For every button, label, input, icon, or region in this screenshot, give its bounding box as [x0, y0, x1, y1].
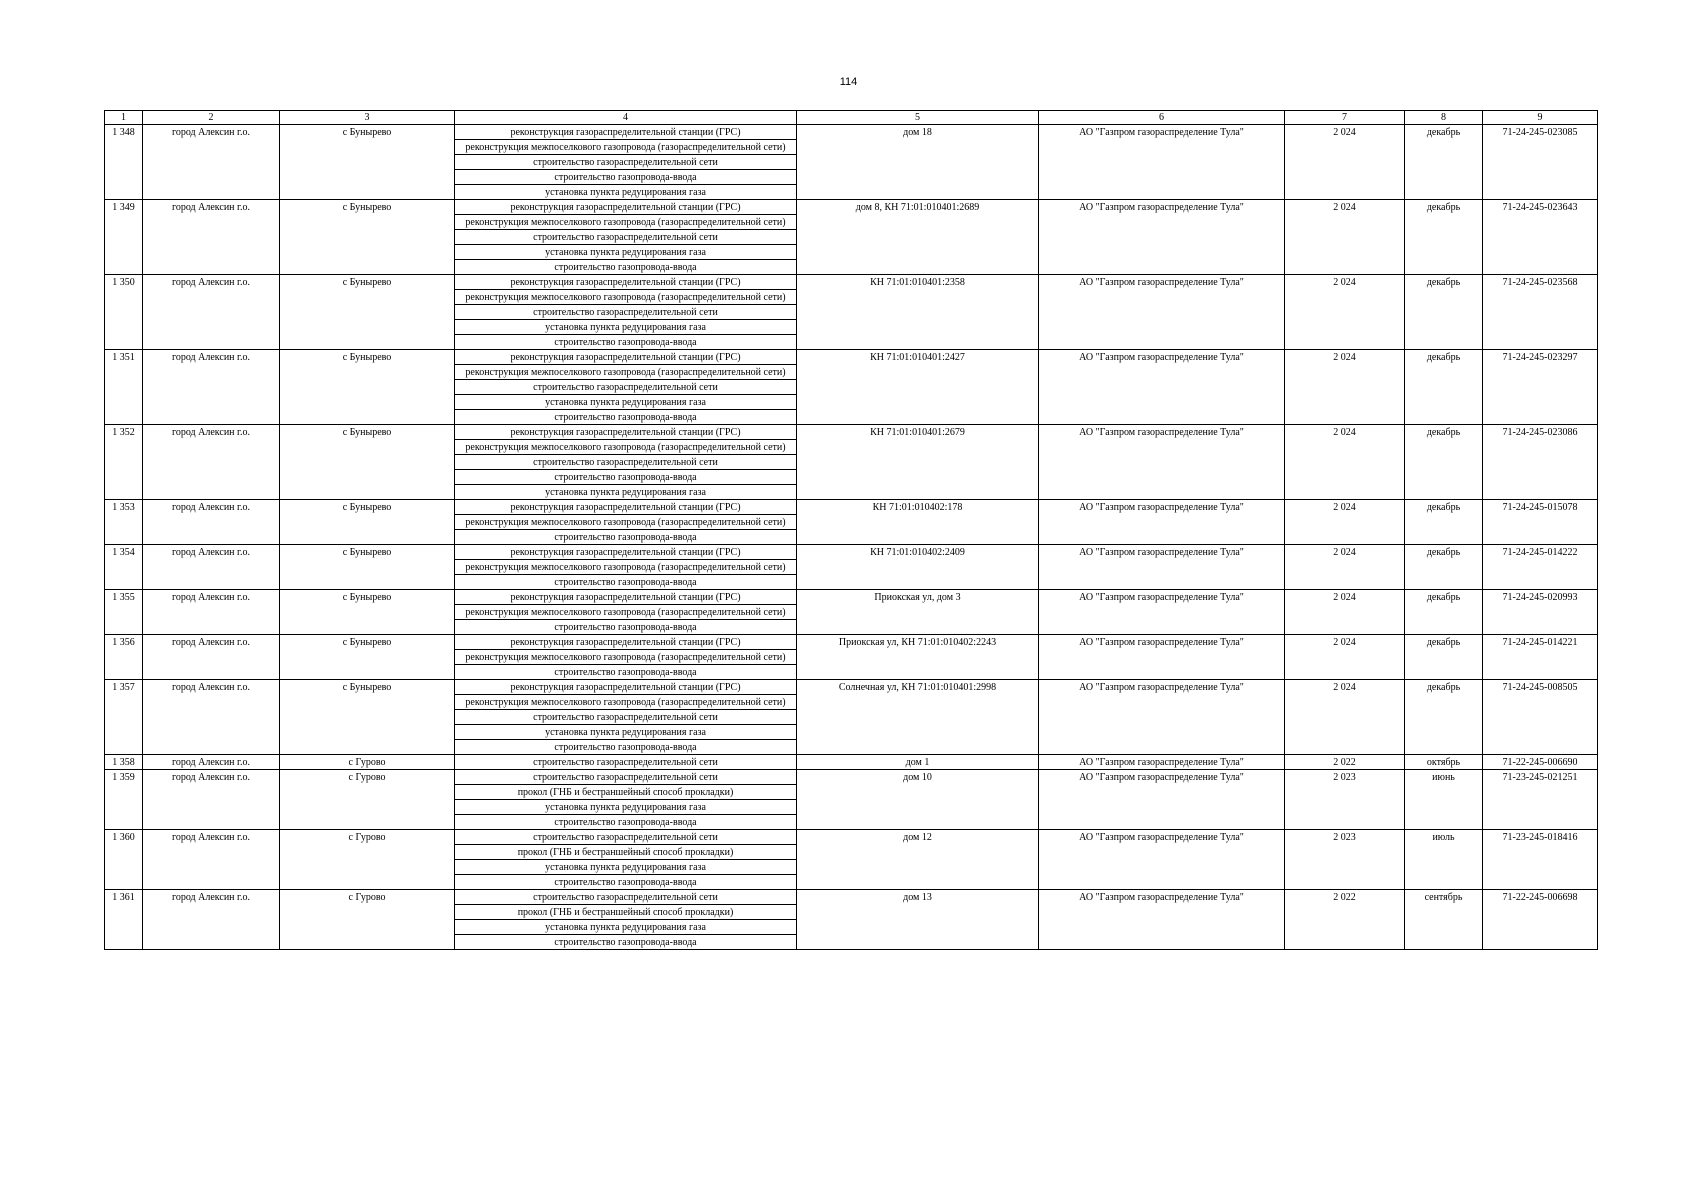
month-cell: сентябрь	[1405, 890, 1483, 950]
address-cell: Солнечная ул, КН 71:01:010401:2998	[797, 680, 1039, 755]
table-row	[105, 590, 1598, 635]
year-cell: 2 022	[1285, 890, 1405, 950]
work-item: реконструкция межпоселкового газопровода (газораспределительной сети)	[455, 440, 796, 455]
organization-cell: АО "Газпром газораспределение Тула"	[1039, 890, 1285, 950]
code-cell: 71-24-245-023643	[1483, 200, 1598, 275]
address-cell: дом 1	[797, 755, 1039, 770]
work-item: реконструкция газораспределительной станции (ГРС)	[455, 275, 796, 290]
organization-cell: АО "Газпром газораспределение Тула"	[1039, 545, 1285, 590]
works-cell	[455, 200, 797, 275]
work-item: установка пункта редуцирования газа	[455, 860, 796, 875]
month-cell: июнь	[1405, 770, 1483, 830]
work-item: строительство газопровода-ввода	[554, 877, 697, 888]
settlement-cell: с Гурово	[280, 830, 455, 890]
address-cell: дом 12	[797, 830, 1039, 890]
settlement-cell: с Бунырево	[280, 500, 455, 545]
column-header: 3	[280, 111, 455, 125]
works-cell	[455, 830, 797, 890]
work-item: реконструкция межпоселкового газопровода (газораспределительной сети)	[455, 605, 796, 620]
code-cell: 71-24-245-008505	[1483, 680, 1598, 755]
table-row	[105, 755, 1598, 770]
work-item: реконструкция межпоселкового газопровода (газораспределительной сети)	[455, 215, 796, 230]
address-cell: КН 71:01:010402:178	[797, 500, 1039, 545]
table-row	[105, 635, 1598, 680]
gasification-table	[104, 110, 1598, 950]
settlement-cell: с Бунырево	[280, 350, 455, 425]
row-number-cell: 1 356	[105, 635, 143, 680]
column-header: 5	[797, 111, 1039, 125]
year-cell: 2 024	[1285, 590, 1405, 635]
work-item: реконструкция газораспределительной станции (ГРС)	[455, 635, 796, 650]
settlement-cell: с Бунырево	[280, 200, 455, 275]
table-row	[105, 545, 1598, 590]
work-item: реконструкция газораспределительной станции (ГРС)	[455, 590, 796, 605]
work-item: реконструкция межпоселкового газопровода (газораспределительной сети)	[455, 290, 796, 305]
table-row	[105, 890, 1598, 950]
work-item: прокол (ГНБ и бестраншейный способ прокладки)	[455, 905, 796, 920]
district-cell: город Алексин г.о.	[143, 680, 280, 755]
organization-cell: АО "Газпром газораспределение Тула"	[1039, 350, 1285, 425]
code-cell: 71-24-245-014222	[1483, 545, 1598, 590]
column-header: 6	[1039, 111, 1285, 125]
work-item: строительство газопровода-ввода	[455, 470, 796, 485]
code-cell: 71-24-245-023085	[1483, 125, 1598, 200]
table-row	[105, 350, 1598, 425]
organization-cell: АО "Газпром газораспределение Тула"	[1039, 680, 1285, 755]
organization-cell: АО "Газпром газораспределение Тула"	[1039, 770, 1285, 830]
organization-cell: АО "Газпром газораспределение Тула"	[1039, 200, 1285, 275]
work-item: реконструкция газораспределительной станции (ГРС)	[455, 680, 796, 695]
row-number-cell: 1 354	[105, 545, 143, 590]
work-item: реконструкция межпоселкового газопровода (газораспределительной сети)	[455, 695, 796, 710]
month-cell: декабрь	[1405, 545, 1483, 590]
district-cell: город Алексин г.о.	[143, 635, 280, 680]
address-cell: Приокская ул, дом 3	[797, 590, 1039, 635]
month-cell: декабрь	[1405, 635, 1483, 680]
code-cell: 71-24-245-023568	[1483, 275, 1598, 350]
settlement-cell: с Бунырево	[280, 635, 455, 680]
code-cell: 71-22-245-006698	[1483, 890, 1598, 950]
year-cell: 2 024	[1285, 680, 1405, 755]
works-cell	[455, 755, 797, 770]
district-cell: город Алексин г.о.	[143, 275, 280, 350]
year-cell: 2 024	[1285, 200, 1405, 275]
work-item: строительство газораспределительной сети	[455, 230, 796, 245]
settlement-cell: с Гурово	[280, 755, 455, 770]
row-number-cell: 1 361	[105, 890, 143, 950]
works-cell	[455, 680, 797, 755]
work-item: прокол (ГНБ и бестраншейный способ прокладки)	[455, 785, 796, 800]
work-item: строительство газораспределительной сети	[455, 890, 796, 905]
settlement-cell: с Бунырево	[280, 545, 455, 590]
column-header: 2	[143, 111, 280, 125]
month-cell: декабрь	[1405, 125, 1483, 200]
work-item: реконструкция газораспределительной станции (ГРС)	[455, 200, 796, 215]
work-item: строительство газораспределительной сети	[455, 380, 796, 395]
district-cell: город Алексин г.о.	[143, 500, 280, 545]
column-header: 8	[1405, 111, 1483, 125]
work-item: строительство газопровода-ввода	[455, 170, 796, 185]
year-cell: 2 024	[1285, 635, 1405, 680]
work-item: строительство газопровода-ввода	[554, 337, 697, 348]
code-cell: 71-24-245-023086	[1483, 425, 1598, 500]
district-cell: город Алексин г.о.	[143, 770, 280, 830]
organization-cell: АО "Газпром газораспределение Тула"	[1039, 500, 1285, 545]
work-item: строительство газопровода-ввода	[554, 937, 697, 948]
works-cell	[455, 770, 797, 830]
organization-cell: АО "Газпром газораспределение Тула"	[1039, 635, 1285, 680]
organization-cell: АО "Газпром газораспределение Тула"	[1039, 275, 1285, 350]
district-cell: город Алексин г.о.	[143, 200, 280, 275]
address-cell: КН 71:01:010401:2427	[797, 350, 1039, 425]
address-cell: КН 71:01:010401:2358	[797, 275, 1039, 350]
month-cell: декабрь	[1405, 500, 1483, 545]
settlement-cell: с Бунырево	[280, 425, 455, 500]
district-cell: город Алексин г.о.	[143, 125, 280, 200]
work-item: строительство газораспределительной сети	[533, 757, 718, 768]
work-item: реконструкция газораспределительной станции (ГРС)	[455, 125, 796, 140]
works-cell	[455, 545, 797, 590]
work-item: реконструкция газораспределительной станции (ГРС)	[455, 350, 796, 365]
work-item: установка пункта редуцирования газа	[545, 487, 706, 498]
year-cell: 2 022	[1285, 755, 1405, 770]
work-item: строительство газопровода-ввода	[554, 262, 697, 273]
month-cell: декабрь	[1405, 350, 1483, 425]
row-number-cell: 1 348	[105, 125, 143, 200]
work-item: установка пункта редуцирования газа	[545, 187, 706, 198]
table-row	[105, 200, 1598, 275]
works-cell	[455, 125, 797, 200]
district-cell: город Алексин г.о.	[143, 425, 280, 500]
work-item: реконструкция газораспределительной станции (ГРС)	[455, 425, 796, 440]
district-cell: город Алексин г.о.	[143, 590, 280, 635]
code-cell: 71-23-245-021251	[1483, 770, 1598, 830]
organization-cell: АО "Газпром газораспределение Тула"	[1039, 425, 1285, 500]
row-number-cell: 1 353	[105, 500, 143, 545]
year-cell: 2 024	[1285, 350, 1405, 425]
organization-cell: АО "Газпром газораспределение Тула"	[1039, 590, 1285, 635]
month-cell: декабрь	[1405, 275, 1483, 350]
month-cell: декабрь	[1405, 425, 1483, 500]
address-cell: дом 18	[797, 125, 1039, 200]
month-cell: июль	[1405, 830, 1483, 890]
table-row	[105, 125, 1598, 200]
row-number-cell: 1 352	[105, 425, 143, 500]
district-cell: город Алексин г.о.	[143, 890, 280, 950]
row-number-cell: 1 360	[105, 830, 143, 890]
row-number-cell: 1 351	[105, 350, 143, 425]
district-cell: город Алексин г.о.	[143, 350, 280, 425]
work-item: реконструкция межпоселкового газопровода (газораспределительной сети)	[455, 650, 796, 665]
works-cell	[455, 500, 797, 545]
work-item: установка пункта редуцирования газа	[455, 320, 796, 335]
work-item: реконструкция межпоселкового газопровода (газораспределительной сети)	[455, 365, 796, 380]
table-row	[105, 830, 1598, 890]
organization-cell: АО "Газпром газораспределение Тула"	[1039, 125, 1285, 200]
address-cell: КН 71:01:010402:2409	[797, 545, 1039, 590]
work-item: строительство газораспределительной сети	[455, 770, 796, 785]
code-cell: 71-24-245-015078	[1483, 500, 1598, 545]
month-cell: декабрь	[1405, 200, 1483, 275]
year-cell: 2 023	[1285, 770, 1405, 830]
work-item: строительство газораспределительной сети	[455, 830, 796, 845]
work-item: строительство газораспределительной сети	[455, 155, 796, 170]
column-header: 9	[1483, 111, 1598, 125]
work-item: реконструкция газораспределительной станции (ГРС)	[455, 545, 796, 560]
work-item: строительство газопровода-ввода	[554, 817, 697, 828]
year-cell: 2 024	[1285, 425, 1405, 500]
work-item: реконструкция межпоселкового газопровода (газораспределительной сети)	[455, 140, 796, 155]
settlement-cell: с Бунырево	[280, 125, 455, 200]
row-number-cell: 1 349	[105, 200, 143, 275]
work-item: прокол (ГНБ и бестраншейный способ прокладки)	[455, 845, 796, 860]
table-row	[105, 275, 1598, 350]
code-cell: 71-24-245-020993	[1483, 590, 1598, 635]
year-cell: 2 024	[1285, 545, 1405, 590]
row-number-cell: 1 359	[105, 770, 143, 830]
code-cell: 71-22-245-006690	[1483, 755, 1598, 770]
address-cell: дом 10	[797, 770, 1039, 830]
work-item: строительство газопровода-ввода	[554, 532, 697, 543]
settlement-cell: с Гурово	[280, 770, 455, 830]
address-cell: дом 8, КН 71:01:010401:2689	[797, 200, 1039, 275]
month-cell: октябрь	[1405, 755, 1483, 770]
work-item: строительство газопровода-ввода	[554, 577, 697, 588]
table-row	[105, 500, 1598, 545]
work-item: строительство газораспределительной сети	[455, 710, 796, 725]
code-cell: 71-24-245-014221	[1483, 635, 1598, 680]
row-number-cell: 1 358	[105, 755, 143, 770]
organization-cell: АО "Газпром газораспределение Тула"	[1039, 755, 1285, 770]
work-item: строительство газопровода-ввода	[554, 622, 697, 633]
work-item: реконструкция межпоселкового газопровода (газораспределительной сети)	[455, 560, 796, 575]
settlement-cell: с Гурово	[280, 890, 455, 950]
code-cell: 71-23-245-018416	[1483, 830, 1598, 890]
column-header: 1	[105, 111, 143, 125]
work-item: строительство газопровода-ввода	[554, 742, 697, 753]
year-cell: 2 023	[1285, 830, 1405, 890]
work-item: строительство газораспределительной сети	[455, 305, 796, 320]
year-cell: 2 024	[1285, 500, 1405, 545]
work-item: установка пункта редуцирования газа	[455, 245, 796, 260]
work-item: установка пункта редуцирования газа	[455, 725, 796, 740]
settlement-cell: с Бунырево	[280, 680, 455, 755]
year-cell: 2 024	[1285, 125, 1405, 200]
works-cell	[455, 635, 797, 680]
table-row	[105, 680, 1598, 755]
year-cell: 2 024	[1285, 275, 1405, 350]
work-item: строительство газопровода-ввода	[554, 667, 697, 678]
work-item: установка пункта редуцирования газа	[455, 395, 796, 410]
column-number-row	[105, 111, 1598, 125]
organization-cell: АО "Газпром газораспределение Тула"	[1039, 830, 1285, 890]
work-item: строительство газопровода-ввода	[554, 412, 697, 423]
works-cell	[455, 350, 797, 425]
table-body	[105, 125, 1598, 950]
district-cell: город Алексин г.о.	[143, 755, 280, 770]
address-cell: дом 13	[797, 890, 1039, 950]
district-cell: город Алексин г.о.	[143, 545, 280, 590]
settlement-cell: с Бунырево	[280, 275, 455, 350]
page-number: 114	[839, 76, 858, 88]
work-item: строительство газораспределительной сети	[455, 455, 796, 470]
work-item: реконструкция газораспределительной станции (ГРС)	[455, 500, 796, 515]
address-cell: КН 71:01:010401:2679	[797, 425, 1039, 500]
work-item: установка пункта редуцирования газа	[455, 920, 796, 935]
month-cell: декабрь	[1405, 590, 1483, 635]
settlement-cell: с Бунырево	[280, 590, 455, 635]
row-number-cell: 1 357	[105, 680, 143, 755]
work-item: реконструкция межпоселкового газопровода (газораспределительной сети)	[455, 515, 796, 530]
row-number-cell: 1 350	[105, 275, 143, 350]
district-cell: город Алексин г.о.	[143, 830, 280, 890]
address-cell: Приокская ул, КН 71:01:010402:2243	[797, 635, 1039, 680]
column-header: 7	[1285, 111, 1405, 125]
table-row	[105, 425, 1598, 500]
works-cell	[455, 275, 797, 350]
works-cell	[455, 890, 797, 950]
month-cell: декабрь	[1405, 680, 1483, 755]
table-row	[105, 770, 1598, 830]
code-cell: 71-24-245-023297	[1483, 350, 1598, 425]
row-number-cell: 1 355	[105, 590, 143, 635]
works-cell	[455, 425, 797, 500]
works-cell	[455, 590, 797, 635]
work-item: установка пункта редуцирования газа	[455, 800, 796, 815]
column-header: 4	[455, 111, 797, 125]
